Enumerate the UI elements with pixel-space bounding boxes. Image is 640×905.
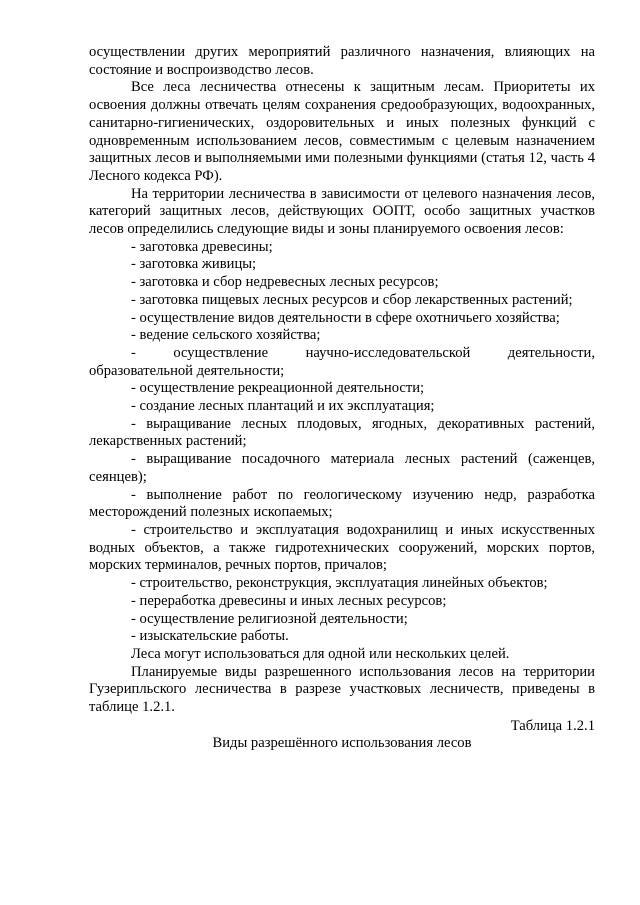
list-item: - заготовка древесины; [131, 238, 273, 255]
paragraph: Планируемые виды разрешенного использования лесов на территории Гузерипльского лесничества в разрезе участковых лесничеств, приведены в таблице 1.2.1. [89, 663, 595, 716]
list-item: - изыскательские работы. [131, 628, 289, 645]
paragraph: Все леса лесничества отнесены к защитным лесам. Приоритеты их освоения должны отвечать целям сохранения средообразующих, водоохранных, санитарно-гигиенических, оздоровительных и иных полезных функций с одновременным использованием лесов, совместимым с целевым назначением защитных лесов и выполняемыми ими полезными функциями (статья 12, часть 4 Лесного кодекса РФ). [89, 79, 595, 184]
list-item: - осуществление видов деятельности в сфере охотничьего хозяйства; [131, 309, 560, 326]
table-title: Виды разрешённого использования лесов [212, 735, 472, 752]
document-page [89, 44, 595, 753]
table-label: Таблица 1.2.1 [510, 717, 595, 734]
list-item: - выращивание лесных плодовых, ягодных, декоративных растений, лекарственных растений; [89, 415, 595, 450]
paragraph: осуществлении других мероприятий различного назначения, влияющих на состояние и воспроизводство лесов. [89, 44, 595, 78]
list-item: - осуществление научно-исследовательской деятельности, образовательной деятельности; [89, 344, 595, 379]
list-item: - заготовка и сбор недревесных лесных ресурсов; [131, 274, 439, 291]
list-item: - создание лесных плантаций и их эксплуатация; [131, 398, 435, 415]
paragraph: Леса могут использоваться для одной или нескольких целей. [131, 645, 510, 662]
list-item: - строительство, реконструкция, эксплуатация линейных объектов; [131, 575, 548, 592]
paragraph: На территории лесничества в зависимости от целевого назначения лесов, категорий защитных лесов, действующих ООПТ, особо защитных участков лесов определились следующие виды и зоны планируемого освоения лесов: [89, 185, 595, 238]
list-item: - осуществление религиозной деятельности; [131, 610, 408, 627]
list-item: - осуществление рекреационной деятельности; [131, 380, 425, 397]
list-item: - переработка древесины и иных лесных ресурсов; [131, 592, 447, 609]
list-item: - заготовка пищевых лесных ресурсов и сбор лекарственных растений; [131, 291, 573, 308]
list-item: - заготовка живицы; [131, 256, 257, 273]
list-item: - строительство и эксплуатация водохранилищ и иных искусственных водных объектов, а также гидротехнических сооружений, морских портов, морских терминалов, речных портов, причалов; [89, 521, 595, 574]
list-item: - выращивание посадочного материала лесных растений (саженцев, сеянцев); [89, 451, 595, 485]
list-item: - выполнение работ по геологическому изучению недр, разработка месторождений полезных ископаемых; [89, 486, 595, 521]
list-item: - ведение сельского хозяйства; [131, 327, 321, 344]
